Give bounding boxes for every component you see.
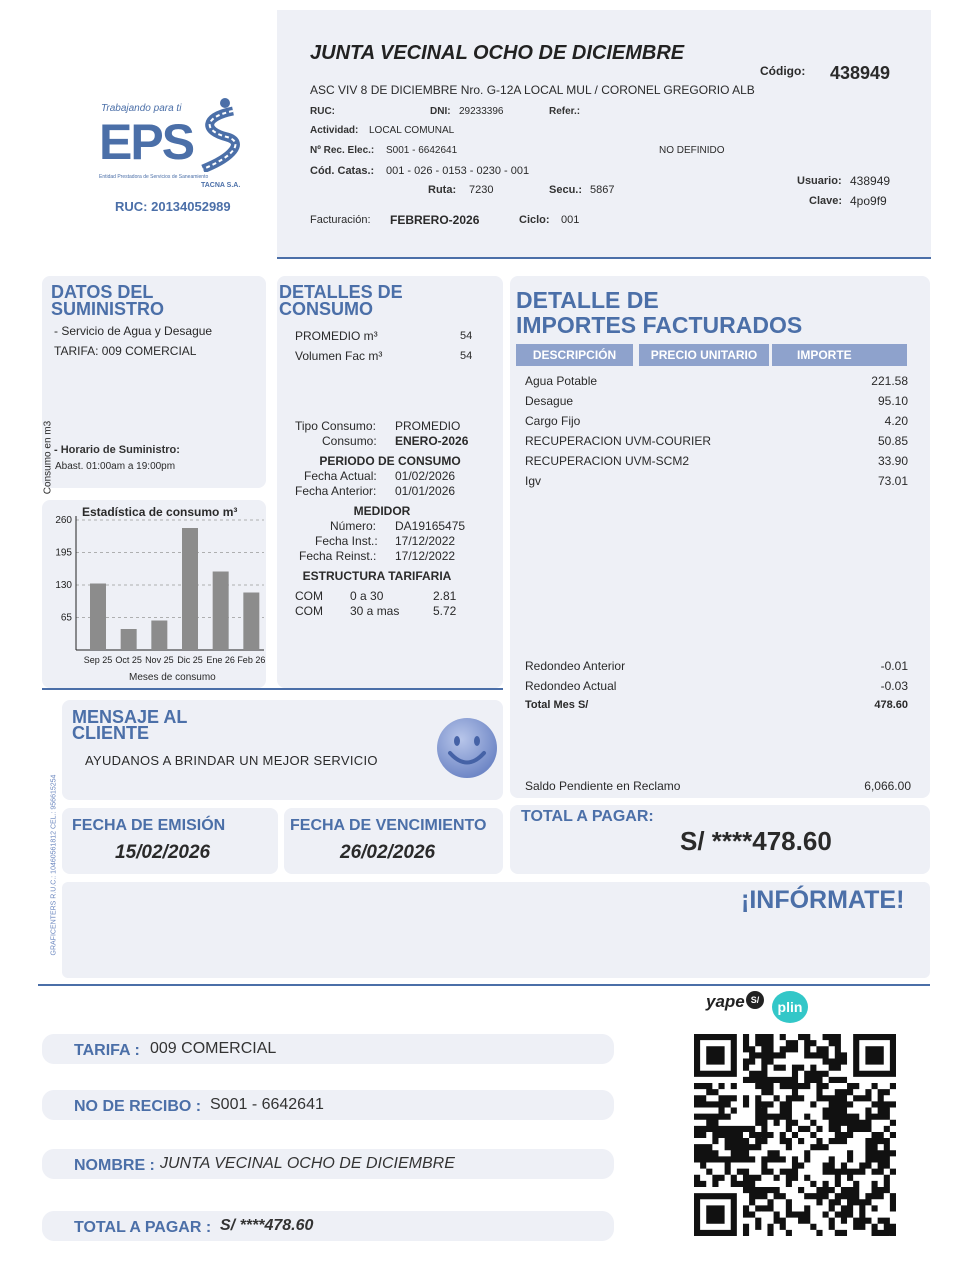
informate-underline	[38, 984, 930, 986]
consumo-title-2: CONSUMO	[279, 299, 373, 319]
chart-bar	[182, 528, 198, 650]
periodo-title: PERIODO DE CONSUMO	[319, 454, 461, 468]
tipo-consumo-value: PROMEDIO	[395, 419, 461, 433]
catas-label: Cód. Catas.:	[310, 165, 375, 177]
logo-mark: EPS	[99, 114, 194, 170]
actividad-value: LOCAL COMUNAL	[369, 125, 455, 136]
tarifa-rango: 30 a mas	[350, 604, 400, 618]
total-mes-value: 478.60	[874, 699, 908, 711]
chart-bar	[151, 621, 167, 651]
tarifa-precio: 2.81	[433, 589, 457, 603]
tarifa-row	[295, 604, 465, 618]
importe-value: 33.90	[877, 454, 908, 468]
dni-value: 29233396	[459, 106, 504, 117]
fecha-reinst-label: Fecha Reinst.:	[299, 549, 377, 563]
tarifa-rango: 0 a 30	[350, 589, 384, 603]
suministro-title-2: SUMINISTRO	[51, 299, 165, 319]
fecha-actual-value: 01/02/2026	[395, 469, 456, 483]
chart-x-tick-label: Ene 26	[206, 655, 235, 665]
importe-value: 95.10	[877, 394, 908, 408]
fecha-inst-value: 17/12/2022	[395, 534, 456, 548]
logo-tagline: Trabajando para ti	[101, 103, 182, 114]
importe-desc: RECUPERACION UVM-SCM2	[525, 454, 690, 468]
no-definido: NO DEFINIDO	[659, 145, 725, 156]
saldo-value: 6,066.00	[864, 779, 911, 793]
clave-value: 4po9f9	[850, 194, 887, 208]
redondeo-anterior-label: Redondeo Anterior	[525, 659, 626, 673]
promedio-value: 54	[460, 330, 473, 342]
footer-total-label: TOTAL A PAGAR :	[74, 1219, 212, 1236]
numero-value: DA19165475	[395, 519, 466, 533]
facturacion-value: FEBRERO-2026	[390, 213, 480, 227]
codigo-label: Código:	[760, 64, 806, 78]
estructura-title: ESTRUCTURA TARIFARIA	[302, 569, 452, 583]
redondeo-actual-label: Redondeo Actual	[525, 679, 617, 693]
emision-label: FECHA DE EMISIÓN	[72, 817, 226, 834]
secu-label: Secu.:	[549, 184, 583, 196]
volumen-label: Volumen Fac m³	[295, 349, 383, 363]
promedio-label: PROMEDIO m³	[295, 329, 378, 343]
plin-logo	[772, 991, 808, 1023]
consumo-axis-label: Consumo en m3	[42, 420, 54, 495]
col-precio-unitario: PRECIO UNITARIO	[639, 344, 769, 366]
importes-title-1: DETALLE DE	[516, 287, 659, 313]
suministro-title-1: DATOS DEL	[51, 282, 154, 302]
logo-subtitle: Entidad Prestadora de Servicios de Saneamiento	[99, 174, 209, 180]
redondeo-list	[525, 659, 908, 719]
yape-logo	[706, 992, 745, 1012]
secu-value: 5867	[590, 184, 615, 196]
footer-recibo-label: NO DE RECIBO :	[74, 1098, 202, 1115]
importes-list	[525, 374, 908, 494]
redondeo-actual-row	[525, 679, 908, 699]
chart-title: Estadística de consumo m³	[82, 505, 238, 519]
fecha-anterior-label: Fecha Anterior:	[295, 484, 377, 498]
importes-title-2: IMPORTES FACTURADOS	[516, 312, 803, 338]
fecha-anterior-value: 01/01/2026	[395, 484, 456, 498]
facturacion-label: Facturación:	[310, 214, 371, 226]
refer-label: Refer.:	[549, 106, 581, 117]
catas-value: 001 - 026 - 0153 - 0230 - 001	[386, 165, 530, 177]
footer-total	[42, 1211, 614, 1241]
ruta-label: Ruta:	[428, 184, 457, 196]
saldo-row	[525, 779, 911, 793]
header-underline	[277, 257, 931, 259]
tarifa-tipo: COM	[295, 604, 323, 618]
chart-y-tick-label: 195	[55, 547, 72, 559]
yape-text: yape	[706, 992, 745, 1011]
chart-bar	[243, 593, 259, 651]
plin-text: plin	[777, 999, 803, 1015]
section-divider	[42, 688, 503, 690]
fecha-inst-label: Fecha Inst.:	[315, 534, 378, 548]
importe-row	[525, 374, 908, 394]
footer-recibo	[42, 1090, 614, 1120]
footer-recibo-value: S001 - 6642641	[210, 1096, 324, 1113]
importe-desc: Agua Potable	[525, 374, 598, 388]
printer-side-text: GRAFICENTERS R.U.C.: 10460561812 CEL.: 956615254	[50, 774, 58, 956]
ruc-label: RUC:	[310, 106, 335, 117]
importe-row	[525, 414, 908, 434]
tarifa-precio: 5.72	[433, 604, 457, 618]
importe-row	[525, 394, 908, 414]
vencimiento-value: 26/02/2026	[340, 842, 436, 863]
redondeo-actual-value: -0.03	[880, 679, 908, 693]
qr-code	[694, 1034, 896, 1236]
usuario-value: 438949	[850, 174, 891, 188]
consumo-title-1: DETALLES DE	[279, 282, 403, 302]
ciclo-value: 001	[561, 214, 580, 226]
chart-y-tick-label: 260	[55, 515, 72, 526]
chart-x-tick-label: Oct 25	[115, 655, 142, 665]
logo-ruc: RUC: 20134052989	[115, 199, 231, 214]
total-mes-label: Total Mes S/	[525, 699, 589, 711]
importe-value: 4.20	[884, 414, 908, 428]
ruta-value: 7230	[469, 184, 494, 196]
chart-y-tick-label: 65	[60, 612, 72, 624]
importe-desc: Desague	[525, 394, 574, 408]
logo-road-icon	[193, 97, 253, 172]
redondeo-anterior-value: -0.01	[880, 659, 908, 673]
chart-x-tick-label: Sep 25	[83, 655, 113, 665]
emision-value: 15/02/2026	[115, 842, 211, 863]
horario-value: Abast. 01:00am a 19:00pm	[55, 461, 176, 472]
importe-row	[525, 454, 908, 474]
consumption-chart	[42, 500, 266, 688]
qr-finder-pattern	[697, 1196, 734, 1233]
tarifa-tipo: COM	[295, 589, 323, 603]
tipo-consumo-label: Tipo Consumo:	[295, 419, 376, 433]
chart-bar	[121, 629, 137, 650]
vencimiento-label: FECHA DE VENCIMIENTO	[290, 817, 487, 834]
qr-finder-pattern	[697, 1037, 734, 1074]
total-label: TOTAL A PAGAR:	[521, 808, 654, 825]
tarifa-text: TARIFA: 009 COMERCIAL	[54, 344, 197, 358]
chart-bar	[90, 584, 106, 651]
footer-tarifa	[42, 1034, 614, 1064]
total-mes-row	[525, 699, 908, 719]
smiley-icon	[435, 716, 499, 780]
consumo-label: Consumo:	[322, 434, 377, 448]
yape-badge-icon: S/	[746, 991, 764, 1009]
redondeo-anterior-row	[525, 659, 908, 679]
consumo-value: ENERO-2026	[395, 434, 469, 448]
company-logo	[95, 95, 265, 220]
dni-label: DNI:	[430, 106, 451, 117]
importe-desc: Cargo Fijo	[525, 414, 581, 428]
chart-x-tick-label: Dic 25	[177, 655, 203, 665]
importe-value: 73.01	[877, 474, 908, 488]
servicio-text: - Servicio de Agua y Desague	[54, 324, 213, 338]
chart-x-tick-label: Nov 25	[145, 655, 174, 665]
col-importe: IMPORTE	[772, 344, 907, 366]
footer-tarifa-label: TARIFA :	[74, 1042, 140, 1059]
fecha-reinst-value: 17/12/2022	[395, 549, 456, 563]
volumen-value: 54	[460, 350, 473, 362]
address: ASC VIV 8 DE DICIEMBRE Nro. G-12A LOCAL MUL / CORONEL GREGORIO ALB	[310, 83, 755, 97]
horario-label: - Horario de Suministro:	[54, 444, 180, 456]
ciclo-label: Ciclo:	[519, 214, 550, 226]
saldo-label: Saldo Pendiente en Reclamo	[525, 779, 681, 793]
customer-name: JUNTA VECINAL OCHO DE DICIEMBRE	[310, 42, 685, 64]
numero-label: Número:	[330, 519, 377, 533]
chart-y-tick-label: 130	[55, 580, 72, 591]
importe-value: 221.58	[871, 374, 908, 388]
footer-nombre-label: NOMBRE :	[74, 1157, 155, 1174]
footer-total-value: S/ ****478.60	[220, 1217, 314, 1234]
footer-nombre	[42, 1149, 614, 1179]
informate-heading: ¡INFÓRMATE!	[741, 886, 905, 914]
logo-city: TACNA S.A.	[201, 182, 241, 189]
mensaje-text: AYUDANOS A BRINDAR UN MEJOR SERVICIO	[85, 753, 378, 768]
col-descripcion: DESCRIPCIÓN	[516, 344, 633, 366]
rec-elec-label: Nº Rec. Elec.:	[310, 145, 375, 156]
importe-row	[525, 474, 908, 494]
footer-tarifa-value: 009 COMERCIAL	[150, 1040, 277, 1057]
importe-value: 50.85	[877, 434, 908, 448]
importe-desc: RECUPERACION UVM-COURIER	[525, 434, 712, 448]
actividad-label: Actividad:	[310, 125, 359, 136]
rec-elec-value: S001 - 6642641	[386, 145, 458, 156]
mensaje-title-1: MENSAJE AL	[72, 707, 188, 727]
footer-nombre-value: JUNTA VECINAL OCHO DE DICIEMBRE	[160, 1155, 455, 1172]
usuario-label: Usuario:	[797, 175, 842, 187]
qr-finder-pattern	[856, 1037, 893, 1074]
importe-desc: Igv	[525, 474, 542, 488]
mensaje-title-2: CLIENTE	[72, 723, 150, 743]
total-value: S/ ****478.60	[680, 826, 832, 856]
chart-bar	[213, 572, 229, 651]
chart-xlabel: Meses de consumo	[129, 672, 216, 683]
importe-row	[525, 434, 908, 454]
chart-x-tick-label: Feb 26	[237, 655, 266, 665]
fecha-actual-label: Fecha Actual:	[304, 469, 377, 483]
clave-label: Clave:	[809, 195, 843, 207]
medidor-title: MEDIDOR	[353, 504, 411, 518]
codigo-value: 438949	[830, 63, 891, 83]
tarifa-row	[295, 589, 465, 603]
